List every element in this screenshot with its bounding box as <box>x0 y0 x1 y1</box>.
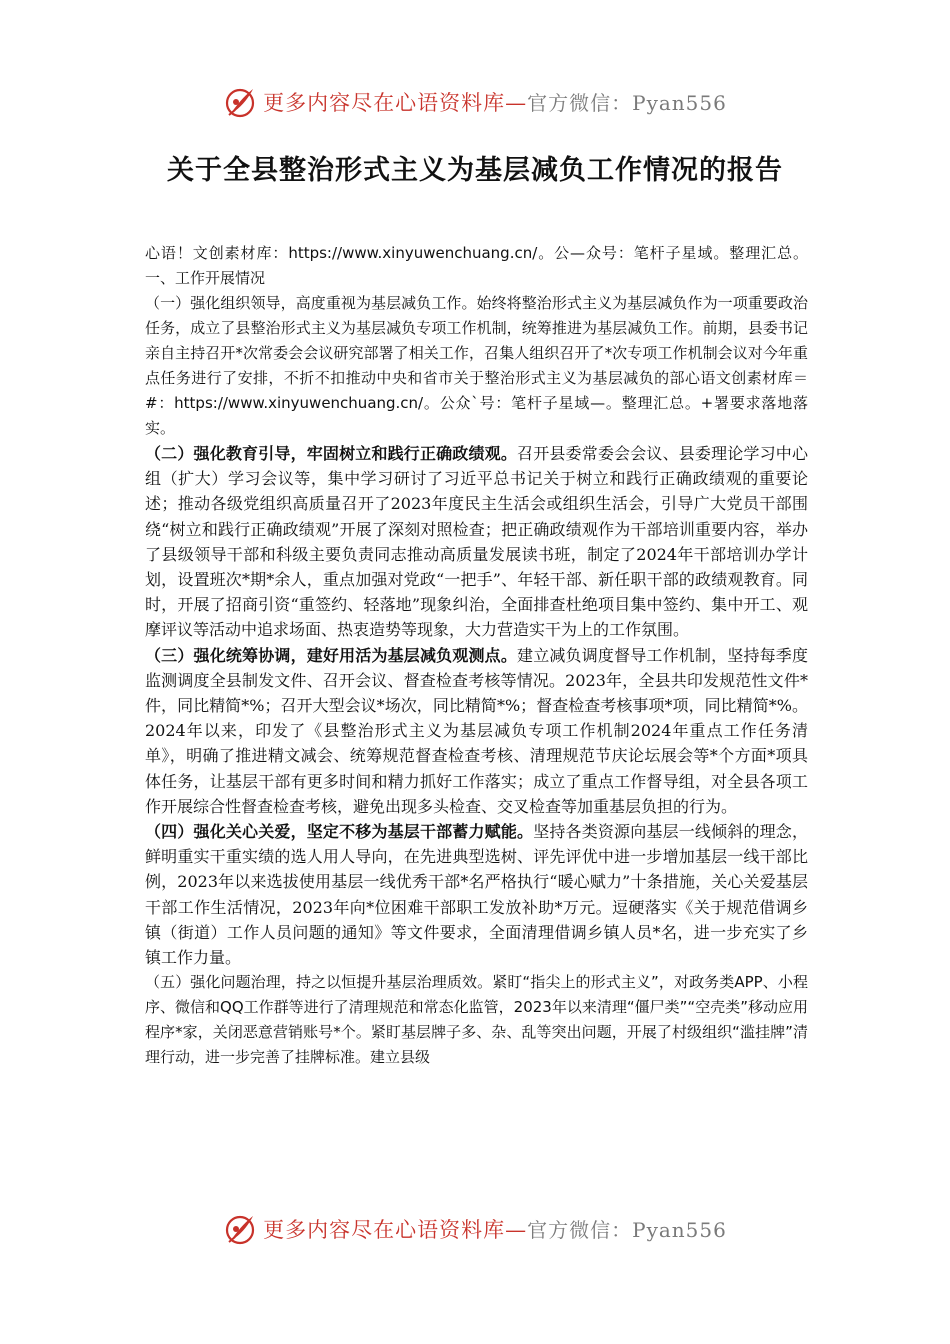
footer-banner <box>0 1207 950 1251</box>
wechat-id: 官方微信：Pyan556 <box>527 1218 727 1242</box>
wechat-id: 官方微信：Pyan556 <box>527 91 727 115</box>
quill-logo-icon <box>223 85 257 119</box>
section-3-heading: （三）强化统筹协调，建好用活为基层减负观测点。 <box>145 645 518 665</box>
document-body <box>145 241 808 1070</box>
quill-logo-icon <box>223 1212 257 1246</box>
intro-paragraph: 心语！文创素材库：https://www.xinyuwenchuang.cn/。公—众号：笔杆子星域。整理汇总。一、工作开展情况 <box>145 244 808 287</box>
section-4-paragraph: （四）强化关心关爱，坚定不移为基层干部蓄力赋能。坚持各类资源向基层一线倾斜的理念，鲜明重实干重实绩的选人用人导向，在先进典型选树、评先评优中进一步增加基层一线干部比例，2023年以来选拔使用基层一线优秀干部*名严格执行“暖心赋力”十条措施，关心关爱基层干部工作生活情况，2023年向*位困难干部职工发放补助*万元。逗硬落实《关于规范借调乡镇（街道）工作人员问题的通知》等文件要求，全面清理借调乡镇人员*名，进一步充实了乡镇工作力量。 <box>145 822 808 968</box>
header-banner <box>0 80 950 124</box>
document-title: 关于全县整治形式主义为基层减负工作情况的报告 <box>167 155 783 186</box>
section-4-heading: （四）强化关心关爱，坚定不移为基层干部蓄力赋能。 <box>145 822 534 842</box>
section-5-paragraph: （五）强化问题治理，持之以恒提升基层治理质效。紧盯“指尖上的形式主义”，对政务类APP、小程序、微信和QQ工作群等进行了清理规范和常态化监管，2023年以来清理“僵尸类”“空壳类”移动应用程序*家，关闭恶意营销账号*个。紧盯基层牌子多、杂、乱等突出问题，开展了村级组织“滥挂牌”清理行动，进一步完善了挂牌标准。建立县级 <box>145 973 808 1067</box>
banner-text: 更多内容尽在心语资料库—官方微信：Pyan556 <box>263 91 727 115</box>
banner-text: 更多内容尽在心语资料库—官方微信：Pyan556 <box>263 1218 727 1242</box>
section-2-heading: （二）强化教育引导，牢固树立和践行正确政绩观。 <box>145 444 518 463</box>
section-3-paragraph: （三）强化统筹协调，建好用活为基层减负观测点。建立减负调度督导工作机制，坚持每季度监测调度全县制发文件、召开会议、督查检查考核等情况。2023年，全县共印发规范性文件*件，同比精简*%；召开大型会议*场次，同比精简*%；督查检查考核事项*项，同比精简*%。2024年以来，印发了《县整治形式主义为基层减负专项工作机制2024年重点工作任务清单》，明确了推进精文减会、统筹规范督查检查考核、清理规范节庆论坛展会等*个方面*项具体任务，让基层干部有更多时间和精力抓好工作落实；成立了重点工作督导组，对全县各项工作开展综合性督查检查考核，避免出现多头检查、交叉检查等加重基层负担的行为。 <box>145 645 808 816</box>
section-1-paragraph: （一）强化组织领导，高度重视为基层减负工作。始终将整治形式主义为基层减负作为一项重要政治任务，成立了县整治形式主义为基层减负专项工作机制，统筹推进为基层减负工作。前期，县委书记亲自主持召开*次常委会会议研究部署了相关工作，召集人组织召开了*次专项工作机制会议对今年重点任务进行了安排，不折不扣推动中央和省市关于整治形式主义为基层减负的部心语文创素材库＝#：https://www.xinyuwenchuang.cn/。公众`号：笔杆子星域—。整理汇总。+署要求落地落实。 <box>145 294 808 437</box>
section-2-paragraph: （二）强化教育引导，牢固树立和践行正确政绩观。召开县委常委会会议、县委理论学习中心组（扩大）学习会议等，集中学习研讨了习近平总书记关于树立和践行正确政绩观的重要论述；推动各级党组织高质量召开了2023年度民主生活会或组织生活会，引导广大党员干部围绕“树立和践行正确政绩观”开展了深刻对照检查；把正确政绩观作为干部培训重要内容，举办了县级领导干部和科级主要负责同志推动高质量发展读书班，制定了2024年干部培训办学计划，设置班次*期*余人，重点加强对党政“一把手”、年轻干部、新任职干部的政绩观教育。同时，开展了招商引资“重签约、轻落地”现象纠治，全面排查杜绝项目集中签约、集中开工、观摩评议等活动中追求场面、热衷造势等现象，大力营造实干为上的工作氛围。 <box>145 444 808 640</box>
